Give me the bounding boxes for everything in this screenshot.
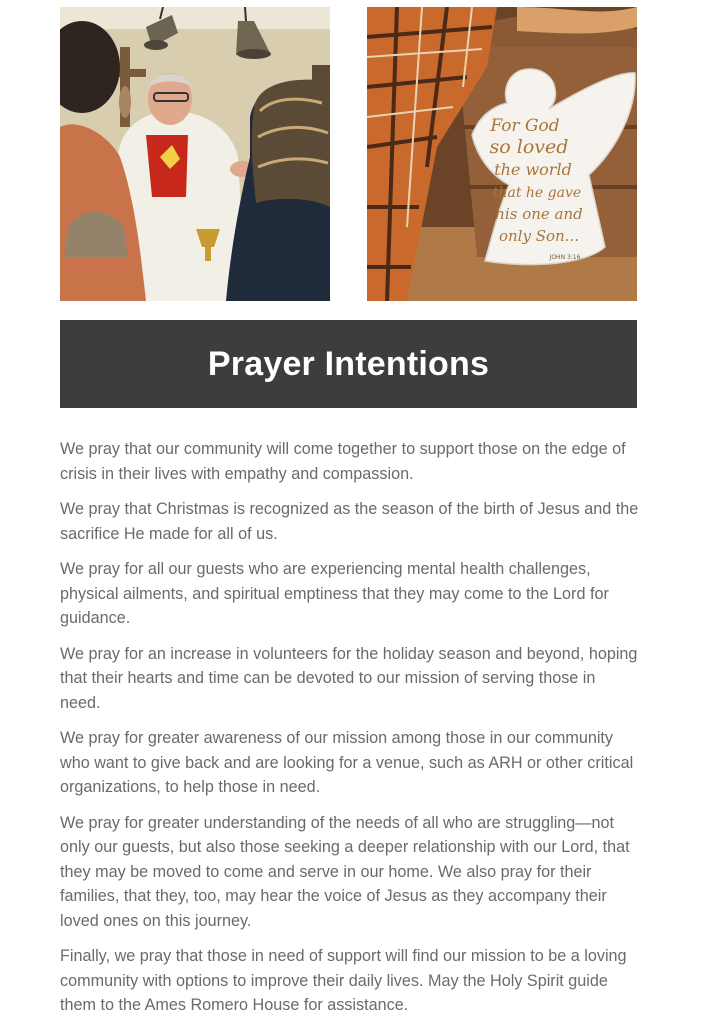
ornament-line: For God — [490, 116, 560, 136]
ornament-line: the world — [494, 160, 572, 179]
ornament-line: his one and — [495, 205, 583, 223]
intention-paragraph: We pray that Christmas is recognized as the season of the birth of Jesus and the sacrifice He made for all of us. — [60, 500, 639, 543]
ornament-line: that he gave — [492, 185, 582, 201]
ornament-line: JOHN 3:16 — [549, 254, 581, 261]
angel-ornament-photo — [367, 7, 637, 301]
ornament-line: so loved — [489, 136, 569, 158]
intention-paragraph: We pray for greater awareness of our mission among those in our community who want to give back and are looking for a venue, such as ARH or other critical organizations, to help those in need. — [60, 729, 634, 796]
intention-paragraph: We pray for all our guests who are experiencing mental health challenges, physical ailments, and spiritual emptiness that they may come to the Lord for guidance. — [60, 560, 609, 627]
page-title: Prayer Intentions — [207, 344, 490, 383]
intention-paragraph: We pray that our community will come together to support those on the edge of crisis in their lives with empathy and compassion. — [60, 440, 626, 483]
ornament-line: only Son... — [498, 227, 580, 245]
intention-paragraph: We pray for an increase in volunteers for the holiday season and beyond, hoping that their hearts and time can be devoted to our mission of serving those in need. — [60, 644, 638, 712]
intention-paragraph: Finally, we pray that those in need of support will find our mission to be a loving community with options to improve their daily lives. May the Holy Spirit guide them to the Ames Romero House for assistance. — [60, 947, 627, 1014]
priest-at-altar-photo — [60, 7, 330, 301]
prayer-intentions-banner — [60, 320, 637, 408]
intentions-list — [60, 437, 640, 1029]
intention-paragraph: We pray for greater understanding of the needs of all who are struggling—not only our guests, but also those seeking a deeper relationship with our Lord, that they may be moved to come and serve in our home. We also pray for their families, that they, too, may hear the voice of Jesus as they accompany their loved ones on this journey. — [60, 813, 630, 930]
